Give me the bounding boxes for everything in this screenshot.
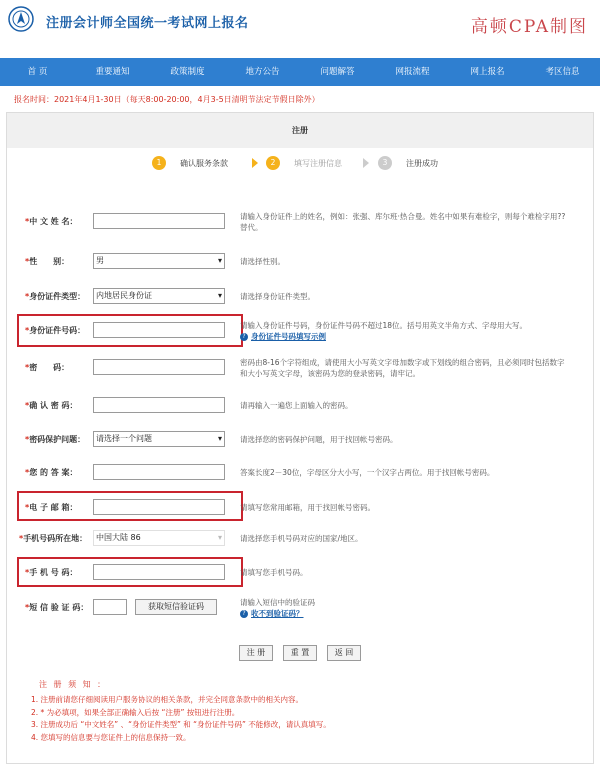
chinese-name-label: *中 文 姓 名：	[25, 217, 78, 226]
email-input[interactable]	[93, 499, 225, 515]
email-label: *电 子 邮 箱：	[25, 503, 78, 512]
question-icon: ?	[240, 610, 248, 618]
sms-code-label: *短 信 验 证 码：	[25, 603, 89, 612]
chinese-name-input[interactable]	[93, 213, 225, 229]
id-number-label: *身份证件号码：	[25, 326, 86, 335]
sms-code-hint: 请输入短信中的验证码 ? 收不到验证码？	[240, 598, 315, 618]
answer-input[interactable]	[93, 464, 225, 480]
step-2-label: 填写注册信息	[294, 158, 342, 168]
watermark-text: 高顿CPA制图	[470, 17, 588, 37]
answer-label: *您 的 答 案：	[25, 468, 78, 477]
id-type-select[interactable]: 内地居民身份证 ▾	[93, 288, 225, 304]
chinese-name-hint: 请输入身份证件上的姓名，例如：张强、库尔班·热合曼。姓名中如果有难检字，则每个难检字用??替代。	[240, 212, 566, 232]
id-type-hint: 请选择身份证件类型。	[240, 292, 315, 301]
nav-exam-area[interactable]: 考区信息	[545, 67, 580, 77]
step-arrow-icon	[363, 158, 369, 168]
step-2-number: 2	[266, 156, 280, 170]
id-number-example-link[interactable]: 身份证件号码填写示例	[251, 332, 326, 341]
note-item: 4. 您填写的信息要与您证件上的信息保持一致。	[31, 732, 191, 742]
gender-select[interactable]: 男 ▾	[93, 253, 225, 269]
step-arrow-icon	[252, 158, 258, 168]
registration-time-notice: 报名时间：2021年4月1-30日（每天8:00-20:00，4月3-5日清明节法定节假日除外）	[14, 95, 320, 104]
password-hint: 密码由8-16个字符组成，请使用大小写英文字母加数字或下划线的组合密码，且必须同时包括数字和大小写英文字母，该密码为您的登录密码，请牢记。	[240, 358, 565, 378]
confirm-password-label: *确 认 密 码：	[25, 401, 78, 410]
step-1-label: 确认服务条款	[180, 158, 228, 168]
note-item: 2. * 为必填项，如果全部正确输入后按 “注册” 按钮进行注册。	[31, 707, 240, 717]
chevron-down-icon: ▾	[217, 533, 222, 542]
nav-faq[interactable]: 问题解答	[320, 67, 355, 77]
phone-label: *手 机 号 码：	[25, 568, 78, 577]
note-item: 3. 注册成功后 “中文姓名” 、“身份证件类型” 和 “身份证件号码” 不能修改，请认真填写。	[31, 720, 331, 729]
security-question-hint: 请选择您的密码保护问题，用于找回帐号密码。	[240, 435, 398, 444]
password-input[interactable]	[93, 359, 225, 375]
phone-input[interactable]	[93, 564, 225, 580]
nav-online-registration[interactable]: 网上报名	[470, 67, 505, 77]
site-title: 注册会计师全国统一考试网上报名	[46, 16, 249, 31]
nav-important-notice[interactable]: 重要通知	[95, 67, 130, 77]
sms-code-input[interactable]	[93, 599, 127, 615]
registration-notes	[31, 679, 571, 744]
gender-label: *性 别：	[25, 257, 70, 266]
phone-region-hint: 请选择您手机号码对应的国家/地区。	[240, 534, 363, 543]
chevron-down-icon: ▾	[217, 256, 222, 265]
no-sms-code-link[interactable]: 收不到验证码？	[251, 609, 304, 618]
step-3-label: 注册成功	[406, 158, 438, 168]
step-3	[378, 156, 438, 170]
main-nav	[0, 58, 600, 86]
password-label: *密 码：	[25, 363, 70, 372]
step-2	[266, 156, 342, 170]
phone-region-label: *手机号码所在地：	[19, 534, 88, 543]
phone-region-select[interactable]: 中国大陆 86 ▾	[93, 530, 225, 546]
id-number-input[interactable]	[93, 322, 225, 338]
chevron-down-icon: ▾	[217, 291, 222, 300]
phone-hint: 请填写您手机号码。	[240, 568, 308, 577]
email-hint: 请填写您常用邮箱，用于找回帐号密码。	[240, 503, 375, 512]
form-title: 注册	[7, 113, 593, 148]
answer-hint: 答案长度2－30位，字母区分大小写，一个汉字占两位。用于找回帐号密码。	[240, 468, 495, 477]
note-item: 1. 注册前请您仔细阅读用户服务协议的相关条款，并完全同意条款中的相关内容。	[31, 695, 304, 704]
security-question-select[interactable]: 请选择一个问题 ▾	[93, 431, 225, 447]
id-type-label: *身份证件类型：	[25, 292, 86, 301]
gender-hint: 请选择性别。	[240, 257, 285, 266]
get-sms-code-button[interactable]: 获取短信验证码	[135, 599, 217, 615]
back-button[interactable]: 返 回	[327, 645, 361, 661]
nav-local-announcement[interactable]: 地方公告	[245, 67, 280, 77]
security-question-label: *密码保护问题：	[25, 435, 86, 444]
step-1	[152, 156, 228, 170]
notes-title: 注 册 须 知 ：	[39, 680, 108, 689]
confirm-password-hint: 请再输入一遍您上面输入的密码。	[240, 401, 353, 410]
site-header	[0, 0, 600, 58]
registration-form	[6, 112, 594, 764]
confirm-password-input[interactable]	[93, 397, 225, 413]
id-number-hint: 请输入身份证件号码，身份证件号码不超过18位。括号用英文半角方式、字母用大写。 ? 身份证件号码填写示例	[240, 321, 528, 341]
step-1-number: 1	[152, 156, 166, 170]
reset-button[interactable]: 重 置	[283, 645, 317, 661]
nav-home[interactable]: 首 页	[27, 67, 48, 77]
nav-process[interactable]: 网报流程	[395, 67, 430, 77]
question-icon: ?	[240, 333, 248, 341]
chevron-down-icon: ▾	[217, 434, 222, 443]
cicpa-emblem-icon[interactable]	[8, 6, 34, 32]
nav-policy[interactable]: 政策制度	[170, 67, 205, 77]
step-indicator	[7, 151, 593, 177]
step-3-number: 3	[378, 156, 392, 170]
register-button[interactable]: 注 册	[239, 645, 273, 661]
